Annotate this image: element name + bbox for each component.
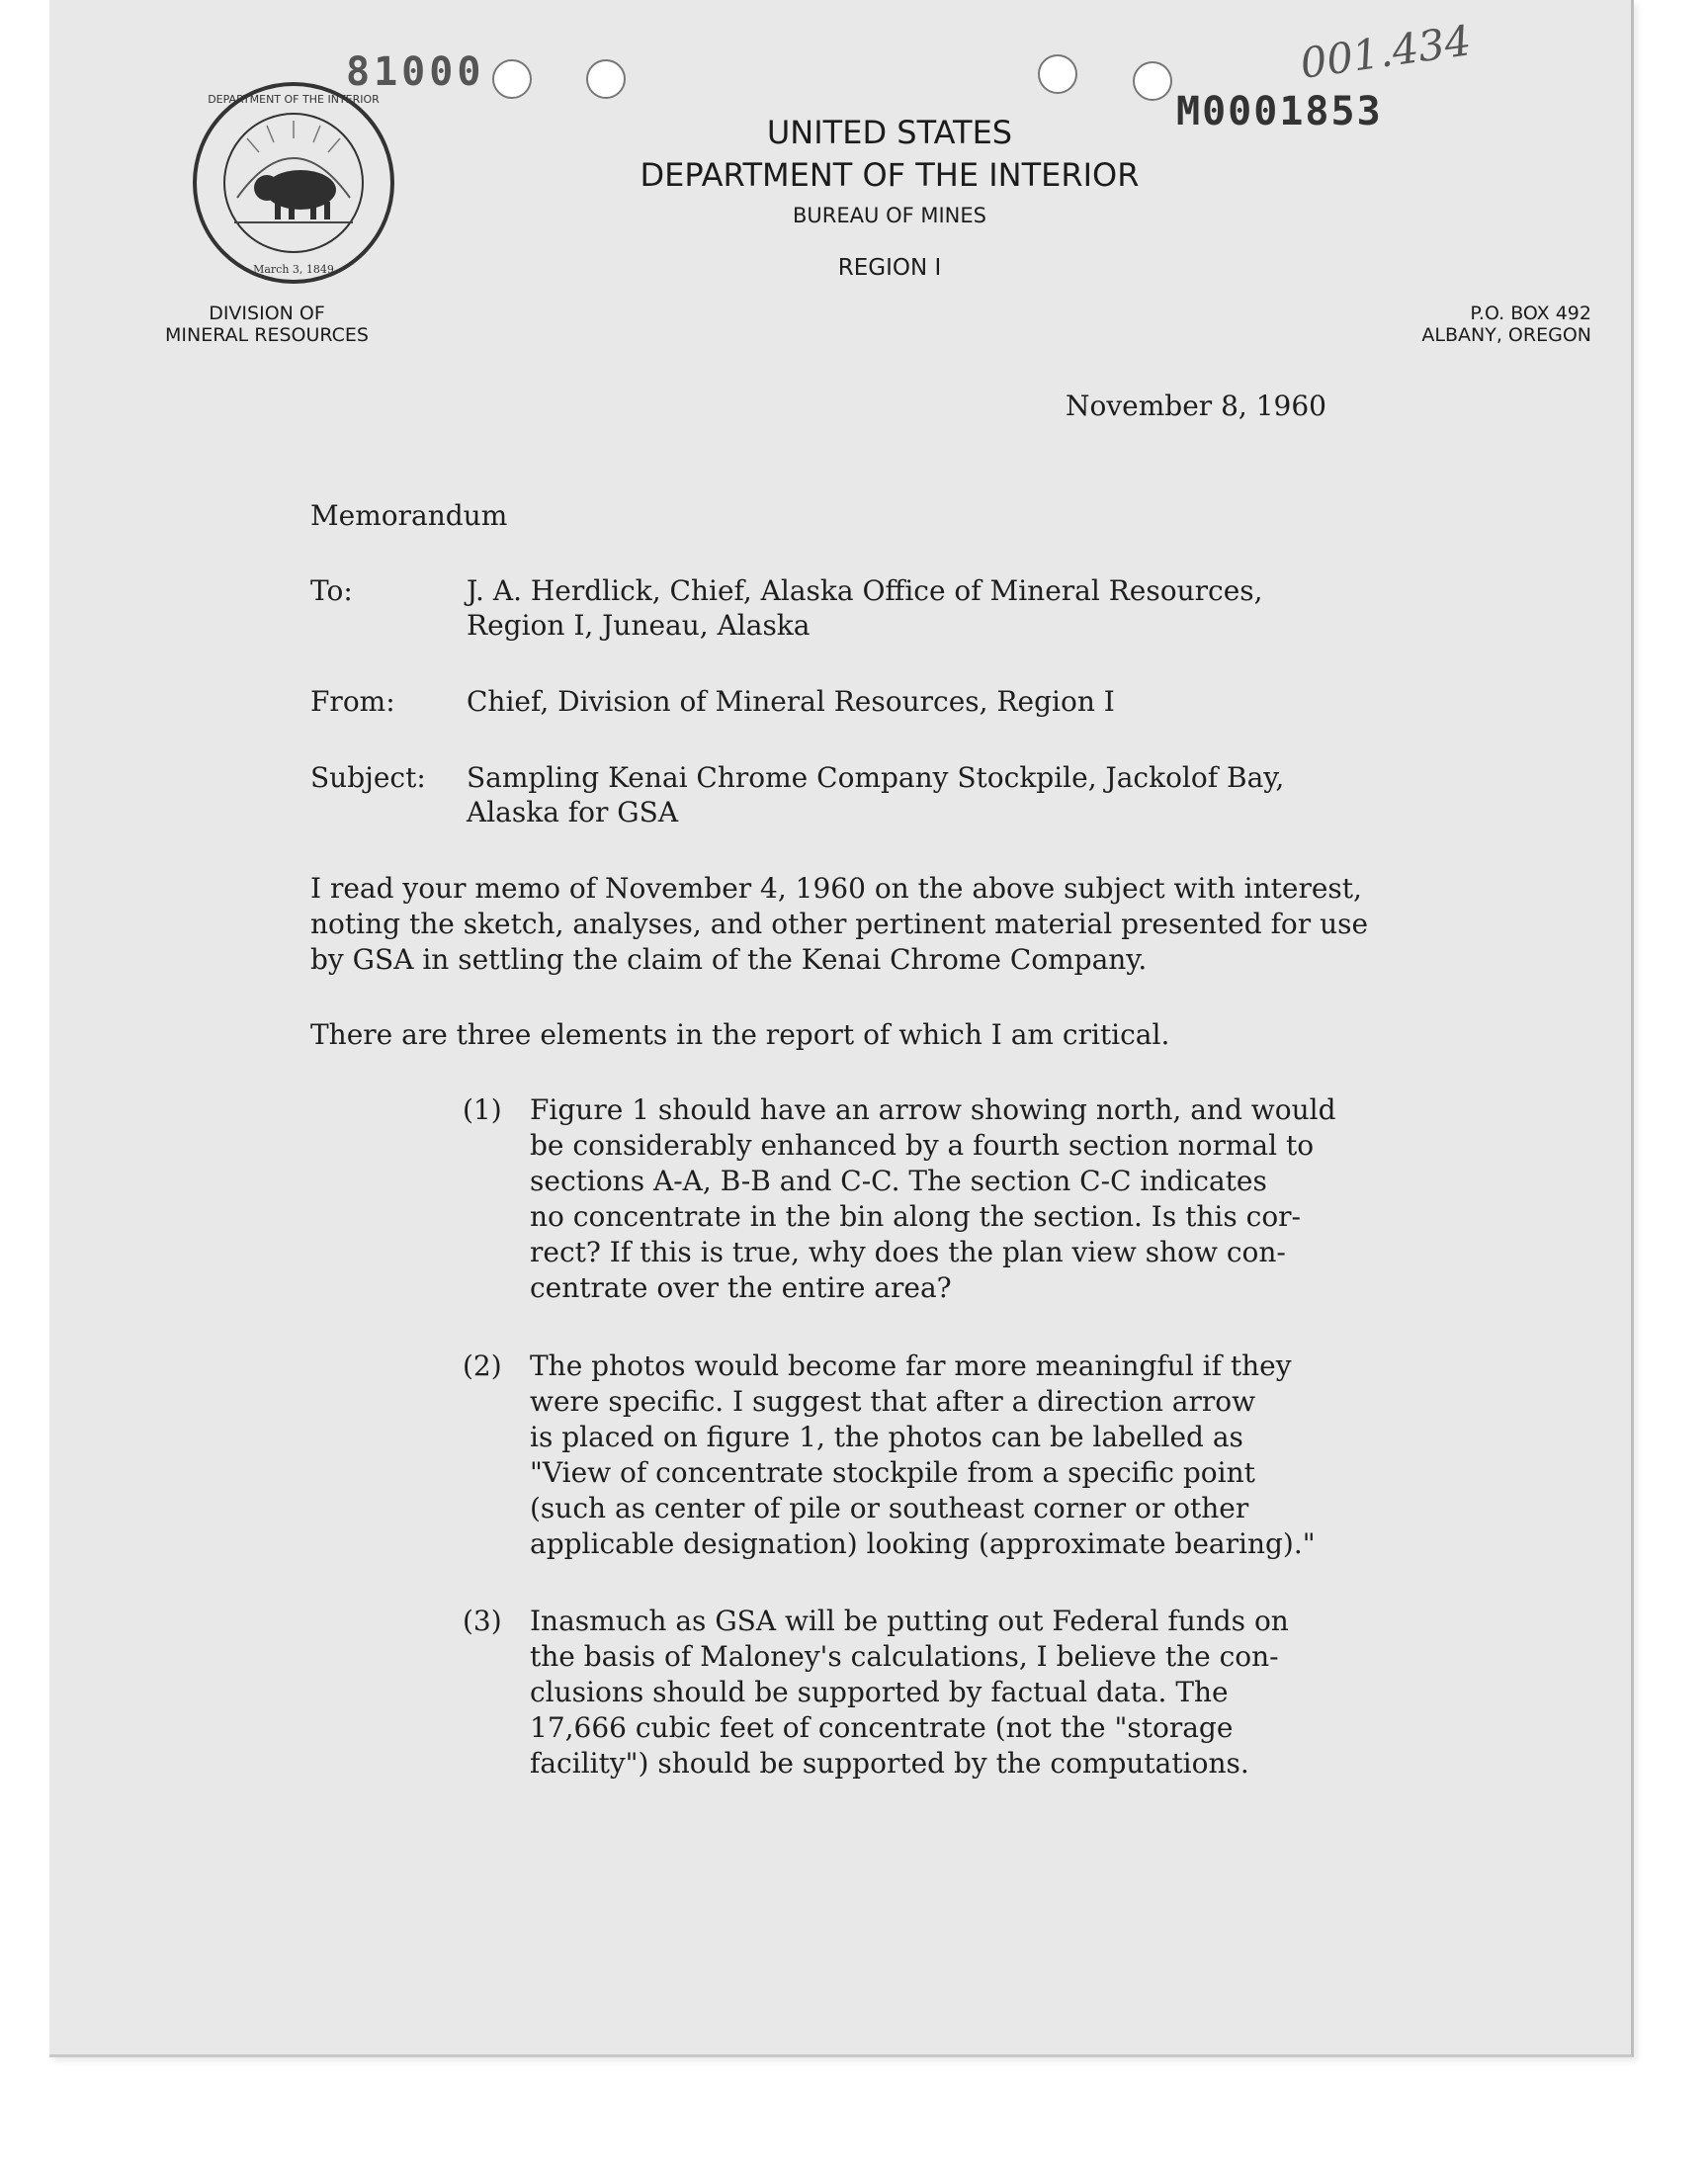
document-number-stamp: M0001853 [1176, 89, 1383, 134]
document-page [49, 0, 1634, 2057]
to-line2: Region I, Juneau, Alaska [467, 609, 811, 642]
body-paragraph-line: by GSA in settling the claim of the Kenai Chrome Company. [310, 943, 1148, 976]
item-2-line: were specific. I suggest that after a direction arrow [530, 1385, 1256, 1418]
item-1-line: be considerably enhanced by a fourth section normal to [530, 1129, 1315, 1162]
item-2-line: is placed on figure 1, the photos can be labelled as [530, 1421, 1243, 1453]
division-line1: DIVISION OF [209, 303, 325, 324]
item-number-2: (2) [463, 1349, 502, 1382]
memo-title: Memorandum [310, 499, 508, 532]
body-paragraph-line: I read your memo of November 4, 1960 on the above subject with interest, [310, 872, 1362, 905]
to-label: To: [310, 574, 353, 607]
item-3-line: the basis of Maloney's calculations, I believe the con- [530, 1640, 1279, 1673]
stamp-number-top-left: 81000 [346, 49, 485, 95]
item-2-line: applicable designation) looking (approximate bearing)." [530, 1527, 1316, 1560]
punch-hole [492, 59, 532, 99]
division-name [148, 303, 385, 346]
svg-text:DEPARTMENT OF THE INTERIOR: DEPARTMENT OF THE INTERIOR [208, 93, 380, 106]
item-3-line: Inasmuch as GSA will be putting out Federal funds on [530, 1605, 1289, 1637]
item-number-1: (1) [463, 1093, 502, 1126]
letterhead-region: REGION I [837, 255, 942, 281]
item-2-line: The photos would become far more meaningful if they [530, 1349, 1292, 1382]
letterhead-united-states: UNITED STATES [766, 114, 1013, 151]
item-1-line: rect? If this is true, why does the plan view show con- [530, 1236, 1286, 1268]
address-line2: ALBANY, OREGON [1421, 324, 1591, 346]
item-2-line: (such as center of pile or southeast corner or other [530, 1492, 1249, 1524]
department-seal-icon [190, 79, 397, 287]
address-line1: P.O. BOX 492 [1470, 303, 1591, 324]
memo-date: November 8, 1960 [1066, 390, 1326, 422]
svg-text:March 3, 1849: March 3, 1849 [253, 263, 334, 276]
handwritten-number: 001.434 [1297, 16, 1475, 88]
letterhead-department: DEPARTMENT OF THE INTERIOR [640, 156, 1140, 194]
to-line1: J. A. Herdlick, Chief, Alaska Office of Mineral Resources, [467, 574, 1263, 607]
punch-hole [586, 59, 626, 99]
subject-line2: Alaska for GSA [467, 796, 679, 828]
from-label: From: [310, 685, 395, 718]
body-paragraph-line: noting the sketch, analyses, and other pertinent material presented for use [310, 908, 1369, 940]
subject-line1: Sampling Kenai Chrome Company Stockpile, Jackolof Bay, [467, 761, 1285, 794]
office-address [1295, 303, 1591, 346]
punch-hole [1038, 54, 1077, 94]
from-line1: Chief, Division of Mineral Resources, Region I [467, 685, 1115, 718]
punch-hole [1133, 61, 1172, 101]
body-paragraph-2: There are three elements in the report of which I am critical. [310, 1018, 1170, 1051]
item-number-3: (3) [463, 1605, 502, 1637]
letterhead-bureau: BUREAU OF MINES [793, 204, 986, 227]
subject-label: Subject: [310, 761, 426, 794]
division-line2: MINERAL RESOURCES [165, 324, 369, 346]
item-1-line: no concentrate in the bin along the section. Is this cor- [530, 1200, 1302, 1233]
item-3-line: facility") should be supported by the computations. [530, 1747, 1249, 1780]
item-1-line: centrate over the entire area? [530, 1271, 952, 1304]
item-2-line: "View of concentrate stockpile from a specific point [530, 1456, 1255, 1489]
item-1-line: Figure 1 should have an arrow showing north, and would [530, 1093, 1336, 1126]
item-1-line: sections A-A, B-B and C-C. The section C-C indicates [530, 1165, 1267, 1197]
item-3-line: clusions should be supported by factual data. The [530, 1676, 1229, 1708]
item-3-line: 17,666 cubic feet of concentrate (not the "storage [530, 1711, 1234, 1744]
